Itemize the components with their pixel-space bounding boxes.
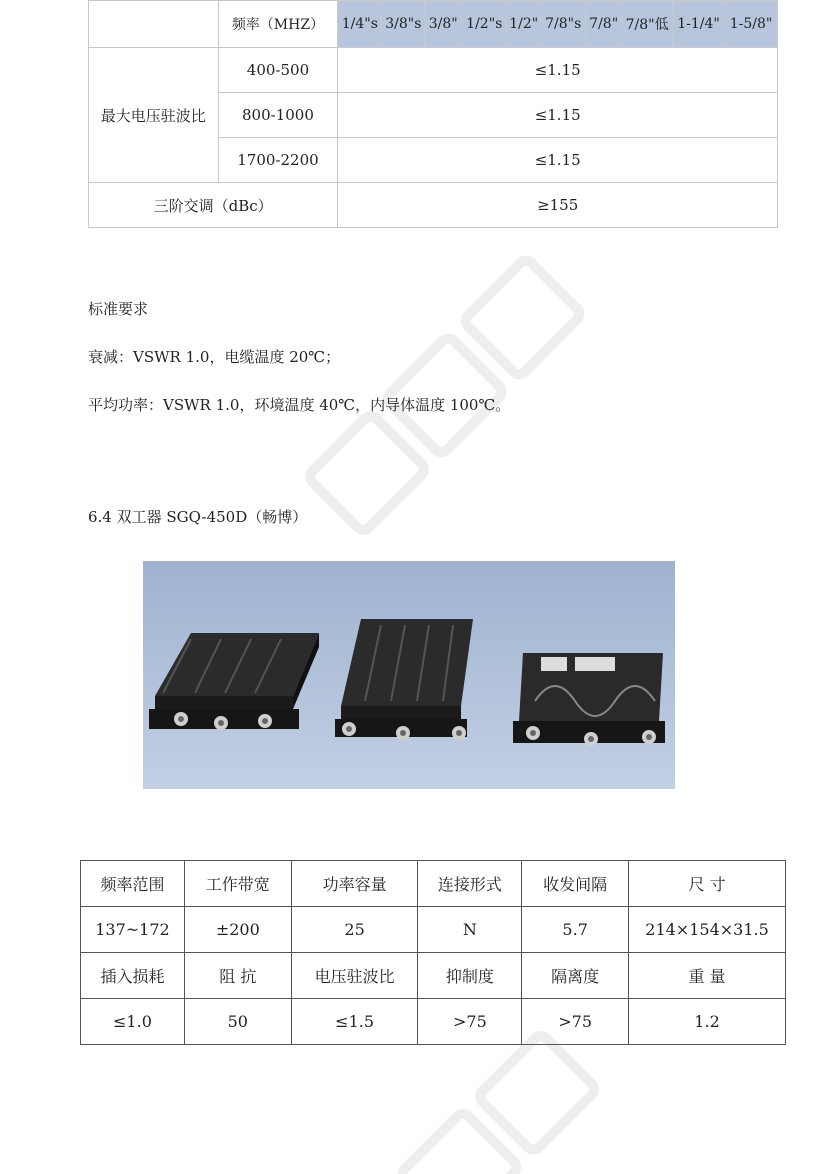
vswr-label: 最大电压驻波比 [89,48,219,183]
freq-header: 频率（MHZ） [218,1,338,48]
header-freq-range: 频率范围 [81,861,185,907]
avg-power-text: 平均功率：VSWR 1.0，环境温度 40℃，内导体温度 100℃。 [88,396,511,414]
table-row [89,183,778,228]
header-connector: 连接形式 [418,861,522,907]
header-tx-rx-spacing: 收发间隔 [522,861,629,907]
cable-type: 3/8" [425,1,462,48]
imd-value: ≥155 [338,183,778,228]
cable-type: 1/2" [507,1,541,48]
cable-type: 1/2"s [462,1,507,48]
cable-type: 1-5/8" [725,1,778,48]
duplexer-photo [143,561,675,789]
header-weight: 重 量 [629,953,786,999]
header-bandwidth: 工作带宽 [184,861,291,907]
vswr-value: ≤1.15 [338,48,778,93]
freq-range: 1700-2200 [218,138,338,183]
freq-range: 800-1000 [218,93,338,138]
value-freq-range: 137~172 [81,907,185,953]
table-row [81,999,786,1045]
param-table [80,860,786,1045]
value-weight: 1.2 [629,999,786,1045]
vswr-value: ≤1.15 [338,138,778,183]
header-impedance: 阻 抗 [184,953,291,999]
value-isolation: >75 [522,999,629,1045]
param-header-row [81,953,786,999]
value-bandwidth: ±200 [184,907,291,953]
spec-header-row [89,1,778,48]
cable-type: 7/8"s [541,1,586,48]
standard-title: 标准要求 [88,300,149,318]
value-insertion-loss: ≤1.0 [81,999,185,1045]
value-impedance: 50 [184,999,291,1045]
table-row [81,907,786,953]
value-size: 214×154×31.5 [629,907,786,953]
spec-corner-cell [89,1,219,48]
value-connector: N [418,907,522,953]
header-power: 功率容量 [291,861,418,907]
table-row [89,48,778,93]
cable-type: 1-1/4" [673,1,725,48]
header-rejection: 抑制度 [418,953,522,999]
freq-range: 400-500 [218,48,338,93]
value-rejection: >75 [418,999,522,1045]
param-header-row [81,861,786,907]
header-vswr: 电压驻波比 [291,953,418,999]
cable-type: 7/8"低 [622,1,673,48]
value-tx-rx-spacing: 5.7 [522,907,629,953]
imd-label: 三阶交调（dBc） [89,183,338,228]
value-power: 25 [291,907,418,953]
cable-type: 1/4"s [338,1,382,48]
header-size: 尺 寸 [629,861,786,907]
attenuation-text: 衰减：VSWR 1.0，电缆温度 20℃； [88,348,341,366]
cable-type: 3/8"s [382,1,425,48]
value-vswr: ≤1.5 [291,999,418,1045]
duplexer-unit [513,653,665,746]
section-heading: 6.4 双工器 SGQ-450D（畅博） [88,508,308,526]
spec-table [88,0,778,228]
cable-type: 7/8" [586,1,622,48]
vswr-value: ≤1.15 [338,93,778,138]
header-insertion-loss: 插入损耗 [81,953,185,999]
header-isolation: 隔离度 [522,953,629,999]
